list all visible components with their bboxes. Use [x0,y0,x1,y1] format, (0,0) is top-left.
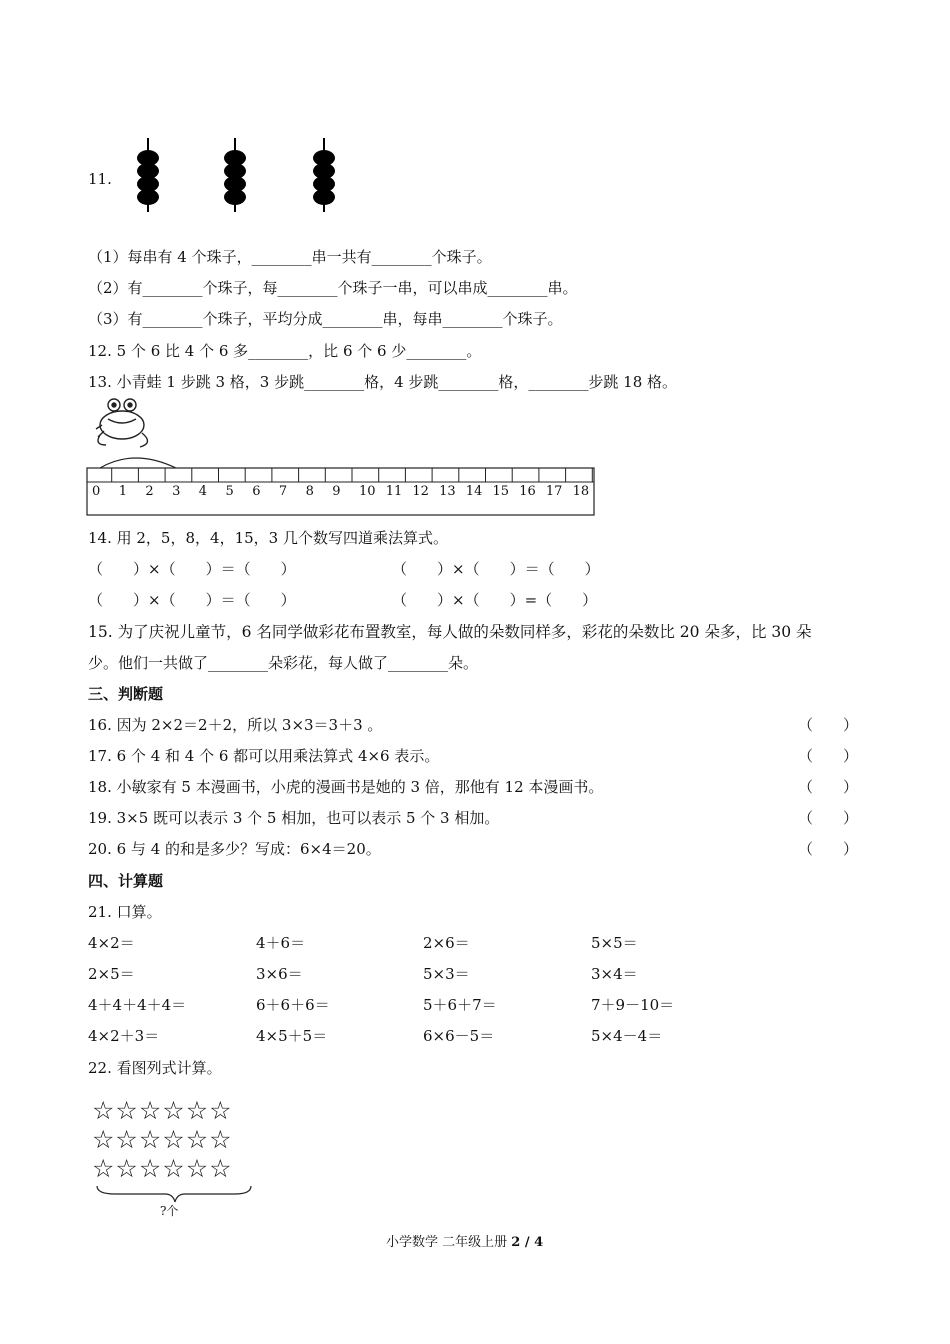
star-icon: ☆ [138,1125,163,1154]
oral-calc-item: 6×6－5＝ [423,1027,495,1045]
oral-calc-item: 4×2＋3＝ [88,1027,160,1045]
number-line-label: 0 [92,484,101,499]
number-line-label: 16 [519,484,536,499]
judge-item-16: 16. 因为 2×2＝2＋2，所以 3×3＝3＋3 。 [88,716,383,734]
q12-text: 12. 5 个 6 比 4 个 6 多________，比 6 个 6 少________。 [88,342,482,360]
judge-answer-19[interactable]: （ ） [798,809,859,827]
star-icon: ☆ [185,1096,210,1125]
section-judgement-title: 三、判断题 [88,685,164,703]
star-icon: ☆ [209,1125,233,1154]
star-icon: ☆ [162,1096,186,1125]
oral-calc-item: 5×5＝ [591,934,638,952]
oral-calc-item: 5＋6＋7＝ [423,996,497,1014]
q15-line-2: 少。他们一共做了________朵彩花，每人做了________朵。 [88,654,479,672]
star-row [92,1154,262,1183]
oral-calc-item: 2×6＝ [423,934,470,952]
star-icon: ☆ [115,1154,139,1183]
judge-item-19: 19. 3×5 既可以表示 3 个 5 相加，也可以表示 5 个 3 相加。 [88,809,500,827]
q14-equation-1: （ ）×（ ）＝（ ） [88,560,296,578]
footer [386,1231,543,1250]
number-line-label: 12 [412,484,429,499]
judge-answer-16[interactable]: （ ） [798,716,859,734]
section-calculation-title: 四、计算题 [88,872,164,890]
oral-calc-item: 2×5＝ [88,965,135,983]
judge-answer-20[interactable]: （ ） [798,840,859,858]
brace-icon [95,1184,255,1204]
footer-text: 小学数学 二年级上册 [386,1235,512,1250]
q14-equation-2: （ ）×（ ）＝（ ） [392,560,600,578]
q22-title: 22. 看图列式计算。 [88,1059,222,1077]
oral-calc-item: 5×4－4＝ [591,1027,663,1045]
number-line-label: 1 [118,484,127,499]
star-icon: ☆ [92,1125,116,1154]
oral-calc-item: 3×4＝ [591,965,638,983]
page-number: 2 / 4 [511,1235,544,1250]
star-icon: ☆ [92,1096,116,1125]
q21-title: 21. 口算。 [88,903,162,921]
q14-equation-3: （ ）×（ ）＝（ ） [88,591,296,609]
frog-icon [92,395,162,451]
judge-item-18: 18. 小敏家有 5 本漫画书，小虎的漫画书是她的 3 倍，那他有 12 本漫画书。 [88,778,604,796]
number-line-label: 2 [145,484,154,499]
number-line-label: 5 [225,484,234,499]
number-line-label: 15 [492,484,510,499]
q14-text: 14. 用 2，5，8，4，15，3 几个数写四道乘法算式。 [88,529,448,547]
star-grid [92,1096,262,1183]
star-icon: ☆ [92,1154,116,1183]
q14-equation-4: （ ）×（ ）=（ ） [392,591,598,609]
number-line-label: 7 [278,484,288,499]
number-line-label: 18 [572,484,590,499]
oral-calc-item: 7＋9－10＝ [591,996,675,1014]
number-line-label: 17 [545,484,563,499]
number-line-label: 9 [332,484,341,499]
number-line-label: 13 [439,484,456,499]
number-line-label: 11 [385,484,403,499]
star-icon: ☆ [185,1125,210,1154]
judge-item-17: 17. 6 个 4 和 4 个 6 都可以用乘法算式 4×6 表示。 [88,747,440,765]
judge-item-20: 20. 6 与 4 的和是多少？写成：6×4＝20。 [88,840,381,858]
oral-calc-item: 4＋4＋4＋4＝ [88,996,187,1014]
star-icon: ☆ [115,1125,139,1154]
star-row [92,1125,262,1154]
star-icon: ☆ [138,1096,163,1125]
judge-answer-17[interactable]: （ ） [798,747,859,765]
star-icon: ☆ [162,1125,186,1154]
q11-number: 11. [88,170,112,188]
oral-calc-item: 4×5＋5＝ [256,1027,328,1045]
q11-line-1: （1）每串有 4 个珠子，________串一共有________个珠子。 [88,248,492,266]
star-icon: ☆ [209,1096,233,1125]
number-line-label: 6 [252,484,261,499]
oral-calc-item: 5×3＝ [423,965,470,983]
q11-line-2: （2）有________个珠子，每________个珠子一串，可以串成________串。 [88,279,578,297]
q13-text: 13. 小青蛙 1 步跳 3 格，3 步跳________格，4 步跳________格，________步跳 18 格。 [88,373,678,391]
number-line-label: 10 [359,484,376,499]
star-icon: ☆ [209,1154,233,1183]
oral-calc-item: 6＋6＋6＝ [256,996,330,1014]
number-line-label: 3 [172,484,181,499]
star-icon: ☆ [185,1154,210,1183]
brace-caption: ?个 [160,1204,179,1218]
bead-strings-image [128,136,348,216]
number-line-label: 8 [305,484,314,499]
star-icon: ☆ [138,1154,163,1183]
oral-calc-item: 3×6＝ [256,965,303,983]
q15-line-1: 15. 为了庆祝儿童节，6 名同学做彩花布置教室，每人做的朵数同样多，彩花的朵数比 20 朵多，比 30 朵 [88,623,812,641]
number-line-label: 4 [198,484,208,499]
star-row [92,1096,262,1125]
star-icon: ☆ [162,1154,186,1183]
oral-calc-item: 4×2＝ [88,934,135,952]
number-line-label: 14 [465,484,483,499]
q11-line-3: （3）有________个珠子，平均分成________串，每串________个珠子。 [88,310,563,328]
star-icon: ☆ [115,1096,139,1125]
oral-calc-item: 4＋6＝ [256,934,306,952]
judge-answer-18[interactable]: （ ） [798,778,859,796]
